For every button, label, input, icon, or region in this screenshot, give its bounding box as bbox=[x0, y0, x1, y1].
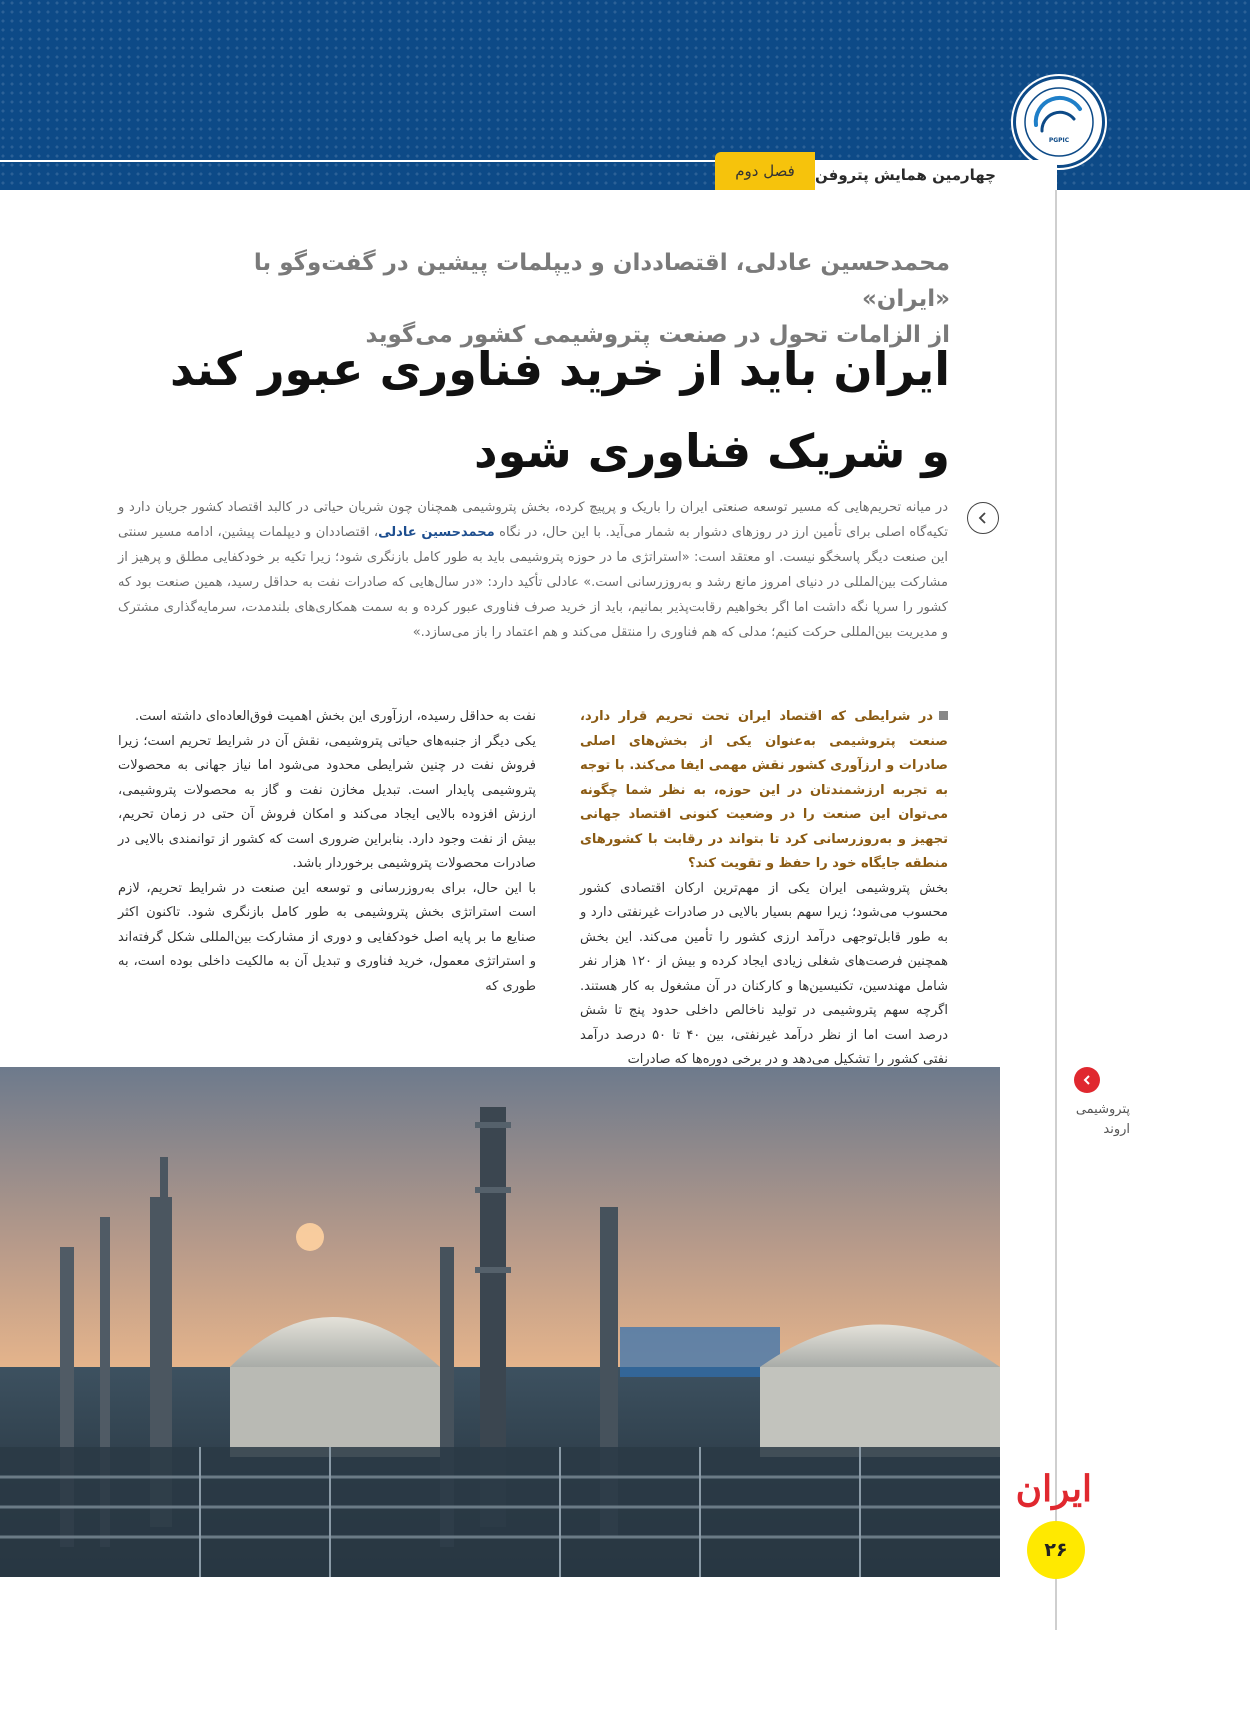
section-tag: فصل دوم bbox=[715, 152, 815, 190]
page-number: ۲۶ bbox=[1027, 1521, 1085, 1579]
petrochemical-plant-photo bbox=[0, 1067, 1000, 1577]
square-bullet-icon bbox=[939, 711, 948, 720]
photo-credit bbox=[1040, 1100, 1130, 1140]
interviewee-name: محمدحسین عادلی bbox=[378, 525, 495, 540]
article-headline bbox=[150, 328, 950, 492]
photo-credit-line-2: اروند bbox=[1103, 1122, 1130, 1137]
chevron-left-icon bbox=[1074, 1067, 1100, 1093]
answer-paragraph: بخش پتروشیمی ایران یکی از مهم‌ترین ارکان اقتصادی کشور محسوب می‌شود؛ زیرا سهم بسیار بالایی در صادرات غیرنفتی دارد و به طور قابل‌توجهی درآمد ارزی کشور را تأمین می‌کند. این بخش همچنین فرصت‌های شغلی زیادی ایجاد کرده و بیش از ۱۲۰ هزار نفر شامل مهندسین، تکنیسین‌ها و کارکنان در آن مشغول به کار هستند. اگرچه سهم پتروشیمی در تولید ناخالص داخلی حدود پنج تا شش درصد است اما از نظر درآمد غیرنفتی، بین ۴۰ تا ۵۰ درصد درآمد نفتی کشور را تشکیل می‌دهد و در برخی دوره‌ها که صادرات bbox=[580, 880, 949, 1067]
headline-line-2: و شریک فناوری شود bbox=[474, 424, 950, 478]
kicker-line-2: از الزامات تحول در صنعت پتروشیمی کشور می‌گوید bbox=[365, 322, 950, 348]
paragraph-3: با این حال، برای به‌روزرسانی و توسعه این صنعت در شرایط تحریم، لازم است استراتژی بخش پتروشیمی به طور کامل بازنگری شود. تاکنون اکثر صنایع ما بر پایه اصل خودکفایی و دوری از مشارکت بین‌المللی شکل گرفته‌اند و استراتژی معمول، خرید فناوری و تبدیل آن به مالکیت داخلی بوده است، به طوری که bbox=[118, 880, 536, 994]
article-lead bbox=[118, 495, 948, 645]
logo-caption: PGPIC bbox=[1048, 137, 1070, 144]
chevron-left-icon bbox=[967, 502, 999, 534]
kicker-line-1: محمدحسین عادلی، اقتصاددان و دیپلمات پیشین در گفت‌وگو با «ایران» bbox=[253, 250, 950, 312]
event-title: چهارمین همایش پتروفن bbox=[815, 160, 1057, 190]
article-column-right bbox=[580, 705, 948, 1073]
photo-credit-line-1: پتروشیمی bbox=[1075, 1102, 1130, 1117]
article-column-left bbox=[118, 705, 536, 999]
paragraph-1: نفت به حداقل رسیده، ارزآوری این بخش اهمیت فوق‌العاده‌ای داشته است. bbox=[134, 709, 536, 724]
margin-rule bbox=[1055, 190, 1057, 1630]
question-text: در شرایطی که اقتصاد ایران تحت تحریم قرار دارد، صنعت پتروشیمی به‌عنوان یکی از بخش‌های اصلی صادرات و ارزآوری کشور نقش مهمی ایفا می‌کند. با توجه به تجربه ارزشمندتان در این حوزه، به نظر شما چگونه می‌توان این صنعت را در وضعیت کنونی اقتصاد جهانی تجهیز و به‌روزرسانی کرد تا بتواند در رقابت با کشورهای منطقه جایگاه خود را حفظ و تقویت کند؟ bbox=[580, 709, 948, 871]
magazine-brand: ایران bbox=[1015, 1468, 1092, 1510]
lead-text-1: در میانه تحریم‌هایی که مسیر توسعه صنعتی ایران را باریک و پرپیچ کرده، بخش پتروشیمی همچنان چون شریان حیاتی در کالبد اقتصاد کشور جریان دارد و تکیه‌گاه اصلی برای تأمین ارز در روزهای دشوار به شمار می‌آید. با این حال، در نگاه bbox=[118, 500, 948, 540]
headline-line-1: ایران باید از خرید فناوری عبور کند bbox=[169, 342, 950, 396]
interview-question bbox=[580, 705, 948, 877]
section-strip bbox=[715, 150, 1057, 190]
paragraph-2: یکی دیگر از جنبه‌های حیاتی پتروشیمی، نقش آن در شرایط تحریم است؛ زیرا فروش نفت در چنین شرایطی محدود می‌شود اما نیاز جهانی به محصولات پتروشیمی پایدار است. تبدیل مخازن نفت و گاز به محصولات پتروشیمی، ارزش افزوده بالایی ایجاد می‌کند و امکان فروش آن حتی در زمان تحریم، بیش از نفت وجود دارد. بنابراین ضروری است که کشور از توانمندی بالایی در صادرات محصولات پتروشیمی برخوردار باشد. bbox=[118, 733, 536, 871]
lead-text-2: ، اقتصاددان و دیپلمات پیشین، ادامه مسیر سنتی این صنعت دیگر پاسخگو نیست. او معتقد است: «استراتژی ما در حوزه پتروشیمی باید به طور کامل بازنگری شود؛ زیرا تکیه بر خودکفایی مطلق و پرهیز از مشارکت بین‌المللی در دنیای امروز مانع رشد و به‌روزرسانی است.» عادلی تأکید دارد: «در سال‌هایی که صادرات نفت به حداقل رسید، همین صنعت بود که کشور را سرپا نگه داشت اما اگر بخواهیم رقابت‌پذیر بمانیم، باید از خرید صرف فناوری عبور کرده و به سمت همکاری‌های بلندمدت، سرمایه‌گذاری مشترک و مدیریت بین‌المللی حرکت کنیم؛ مدلی که هم فناوری را منتقل می‌کند و هم اعتماد را باز می‌سازد.» bbox=[118, 525, 948, 640]
